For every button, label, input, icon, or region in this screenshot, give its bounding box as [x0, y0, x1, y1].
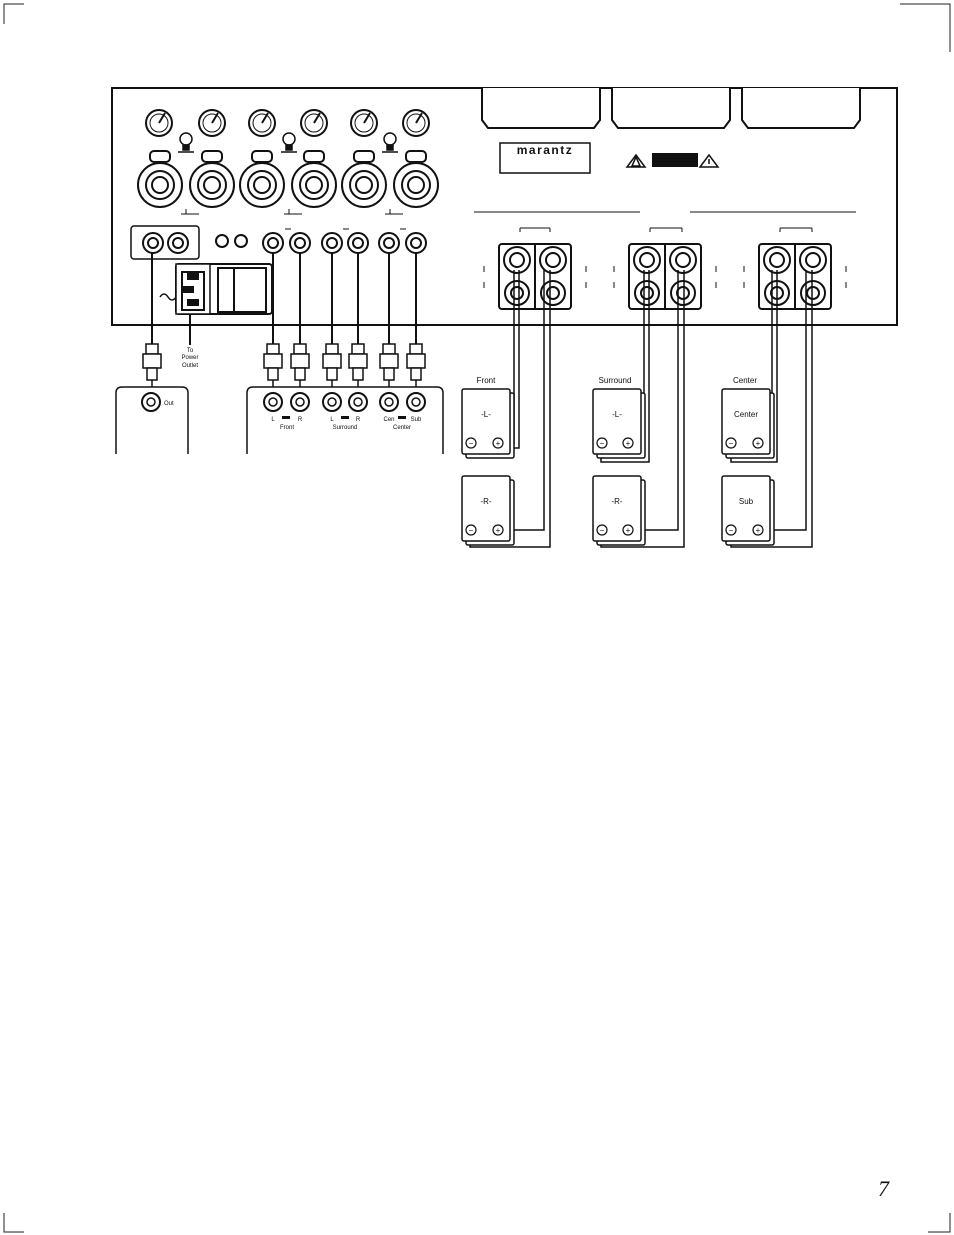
speaker-group-title-surround: Surround — [598, 376, 632, 385]
plus-symbol: + — [495, 439, 501, 448]
minus-symbol: − — [599, 439, 605, 448]
speaker-terminals — [499, 244, 831, 309]
preamp-label-sub: Sub — [410, 417, 422, 423]
preamp-group-center: Center — [392, 425, 412, 431]
brand-name: marantz — [516, 143, 574, 157]
plus-symbol: + — [625, 526, 631, 535]
preamp-label-surround-l: L — [330, 417, 334, 423]
amplifier-rear-panel — [112, 88, 897, 325]
speaker-label-surround-r: -R- — [611, 497, 623, 506]
plus-symbol: + — [755, 439, 761, 448]
page-number: 7 — [878, 1176, 889, 1201]
speaker-label-front-l: -L- — [481, 410, 491, 419]
plus-symbol: + — [625, 439, 631, 448]
preamp-label-cen: Cen — [383, 417, 395, 423]
power-inlet — [160, 264, 272, 314]
panel-tabs — [482, 88, 860, 128]
subwoofer-unit — [116, 387, 188, 454]
preamp-label-front-r: R — [297, 417, 303, 423]
minus-symbol: − — [728, 526, 734, 535]
plus-symbol: + — [755, 526, 761, 535]
plus-symbol: + — [495, 526, 501, 535]
minus-symbol: − — [599, 526, 605, 535]
speaker-label-center: Center — [733, 410, 759, 419]
power-outlet-label — [181, 348, 198, 369]
minus-symbol: − — [468, 526, 474, 535]
speakers — [462, 376, 774, 545]
power-label-line-1: To — [186, 348, 194, 354]
subwoofer-out-label: Out — [164, 401, 174, 407]
power-label-line-2: Power — [181, 355, 199, 361]
preamp-label-surround-r: R — [355, 417, 361, 423]
speaker-label-sub: Sub — [738, 497, 754, 506]
speaker-label-front-r: -R- — [480, 497, 492, 506]
speaker-label-surround-l: -L- — [612, 410, 622, 419]
preamp-outputs — [247, 387, 443, 454]
preamp-group-front: Front — [279, 425, 295, 431]
power-label-line-3: Outlet — [181, 363, 199, 369]
minus-symbol: − — [728, 439, 734, 448]
minus-symbol: − — [468, 439, 474, 448]
preamp-group-surround: Surround — [332, 425, 358, 431]
speaker-group-title-front: Front — [476, 376, 496, 385]
preamp-label-front-l: L — [271, 417, 275, 423]
speaker-group-title-center: Center — [732, 376, 758, 385]
brand-logo — [500, 143, 590, 173]
